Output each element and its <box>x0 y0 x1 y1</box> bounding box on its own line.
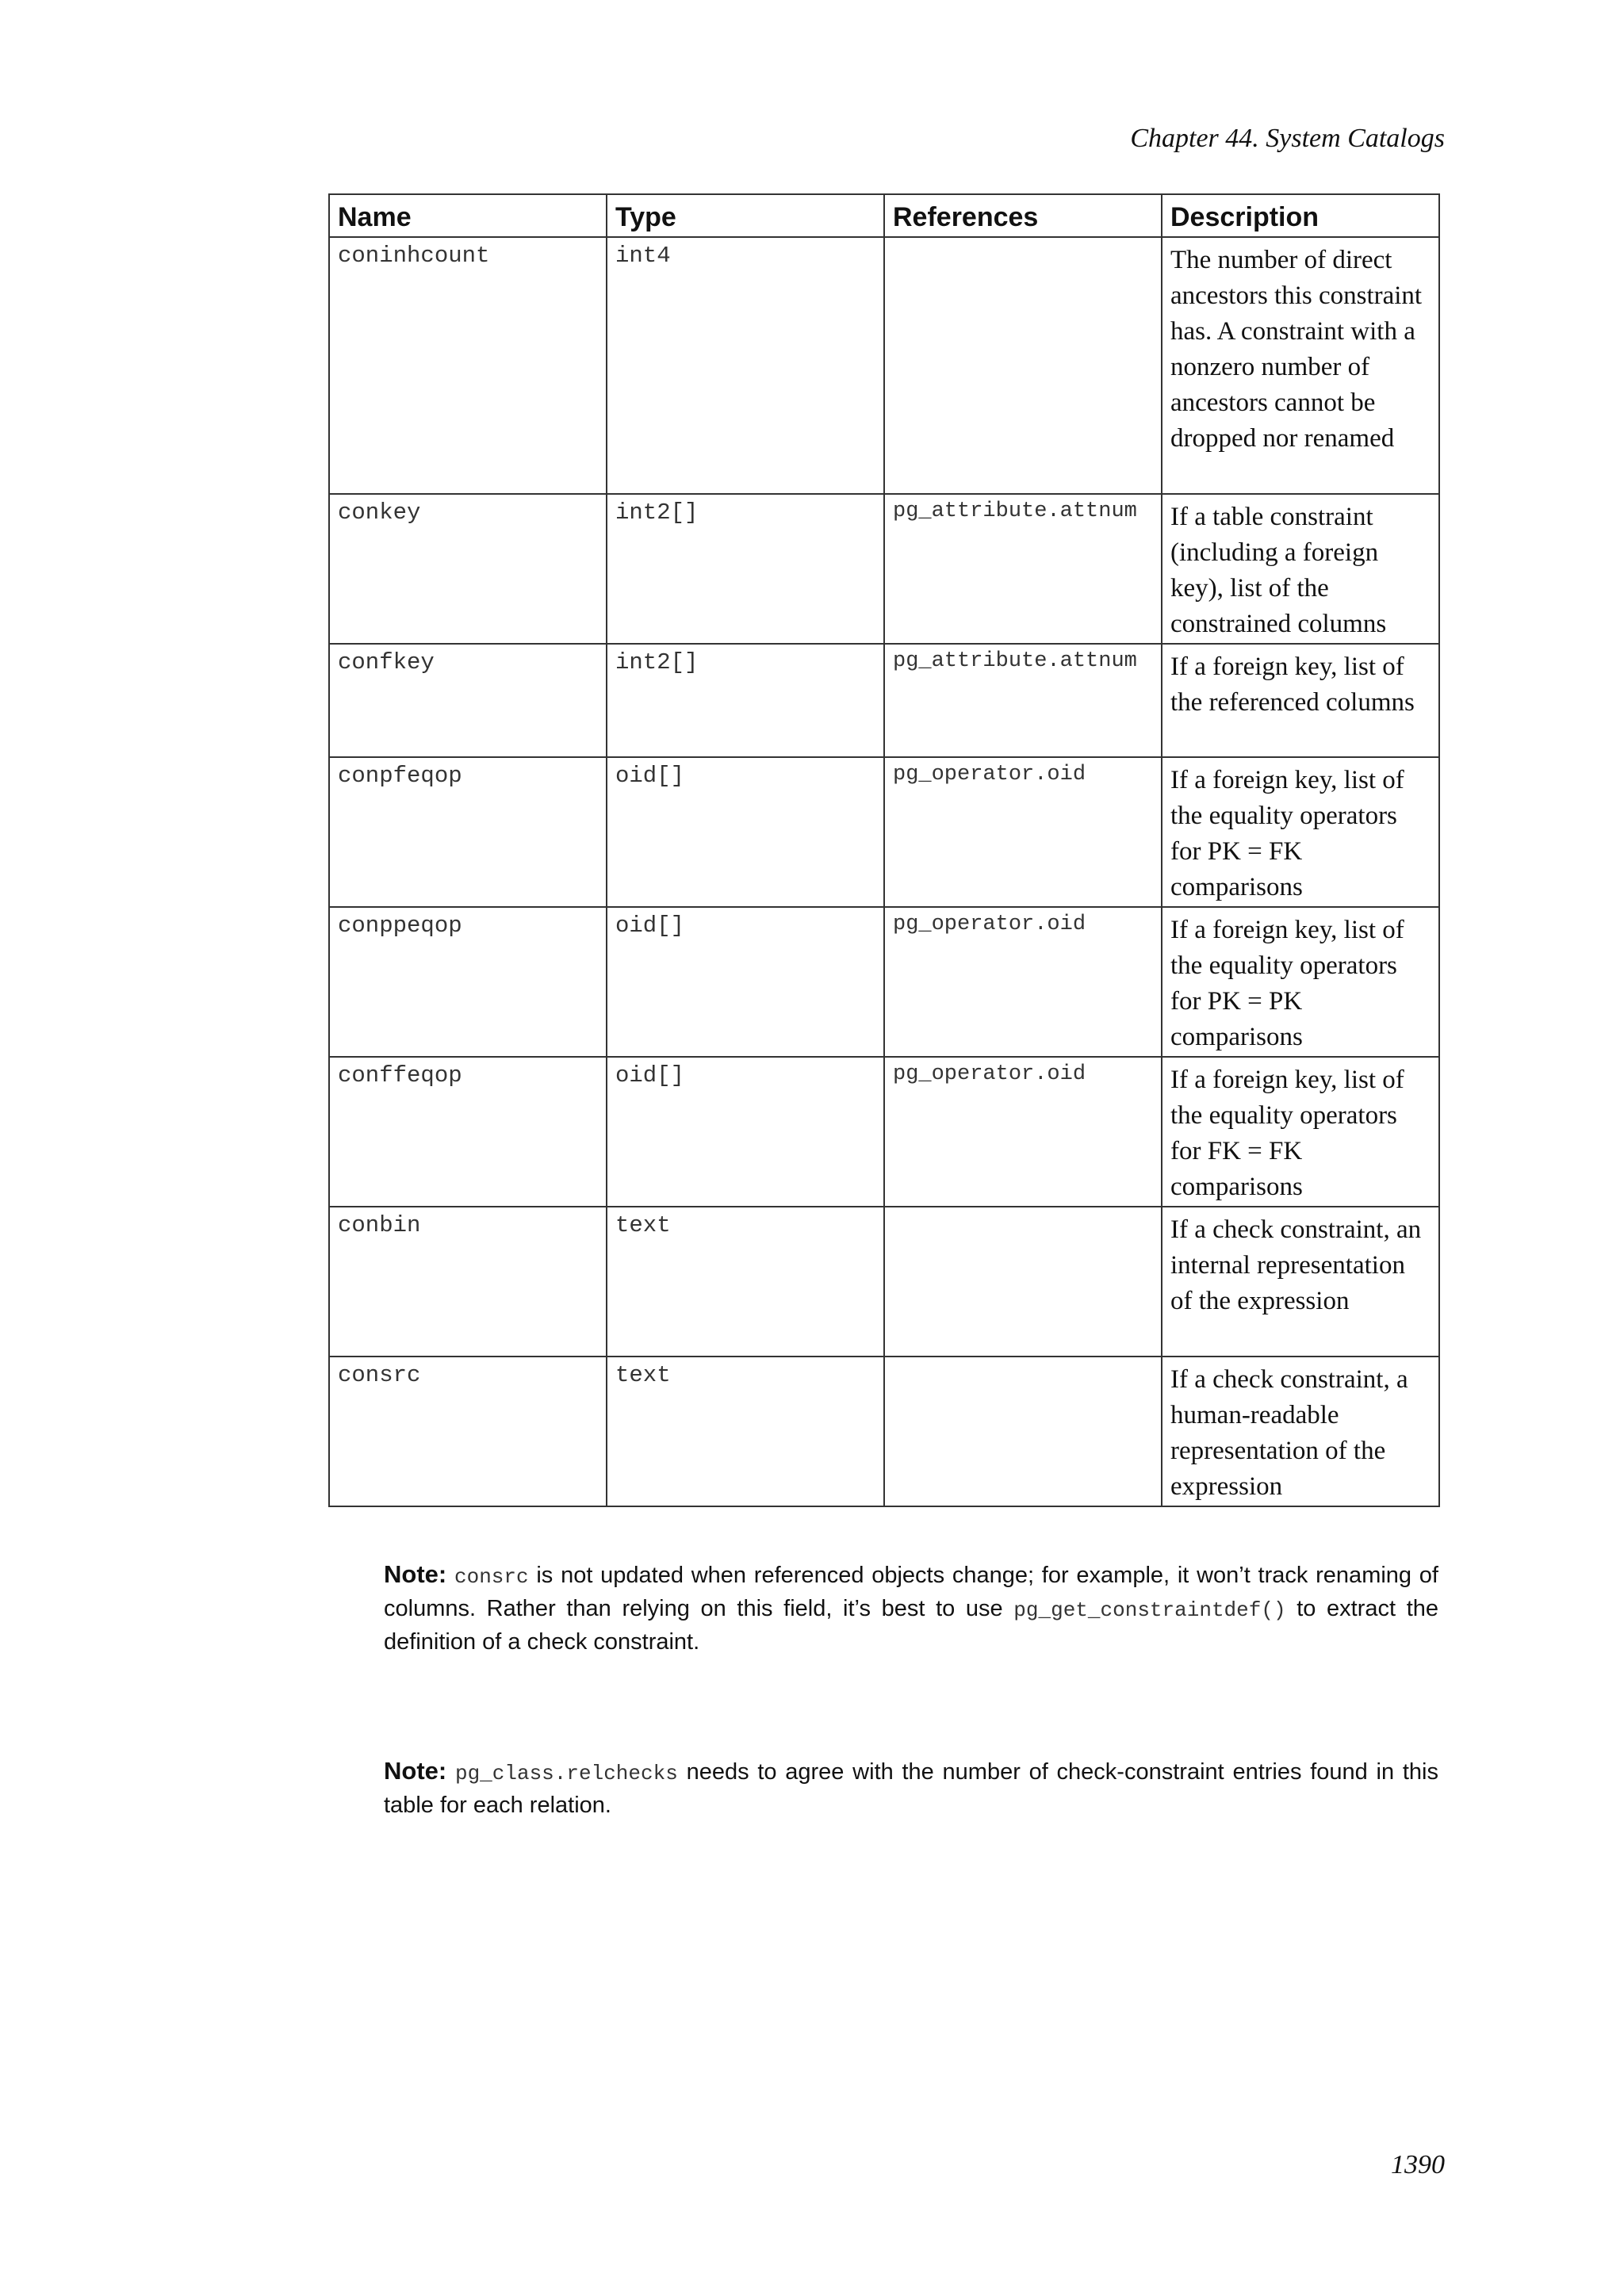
table-row <box>329 907 1439 1057</box>
cell-name: consrc <box>329 1357 607 1506</box>
cell-type: int2[] <box>607 644 884 757</box>
column-header-name: Name <box>329 194 607 237</box>
column-header-type: Type <box>607 194 884 237</box>
cell-references: pg_operator.oid <box>884 757 1162 907</box>
cell-type: text <box>607 1357 884 1506</box>
inline-code: pg_class.relchecks <box>454 1762 678 1785</box>
table-row <box>329 1207 1439 1357</box>
cell-references: pg_operator.oid <box>884 907 1162 1057</box>
cell-name: conbin <box>329 1207 607 1357</box>
cell-type: oid[] <box>607 1057 884 1207</box>
table-header-row <box>329 194 1439 237</box>
table-row <box>329 237 1439 494</box>
table-row <box>329 1057 1439 1207</box>
cell-name: coninhcount <box>329 237 607 494</box>
page-number: 1390 <box>1391 2150 1445 2179</box>
table-row <box>329 1357 1439 1506</box>
cell-description: If a foreign key, list of the equality operators for FK = FK comparisons <box>1162 1057 1439 1207</box>
cell-description: The number of direct ancestors this constraint has. A constraint with a nonzero number of ancestors cannot be dropped nor renamed <box>1162 237 1439 494</box>
cell-name: conpfeqop <box>329 757 607 907</box>
note-text: is not updated when referenced objects change; for example, it won’t track renaming of columns. Rather than relying on this field, it’s best to use <box>384 1563 1438 1621</box>
note-relchecks <box>384 1755 1438 1821</box>
cell-references: pg_attribute.attnum <box>884 644 1162 757</box>
cell-references: pg_operator.oid <box>884 1057 1162 1207</box>
cell-name: conffeqop <box>329 1057 607 1207</box>
cell-type: oid[] <box>607 907 884 1057</box>
column-header-description: Description <box>1162 194 1439 237</box>
chapter-header: Chapter 44. System Catalogs <box>1130 124 1445 153</box>
table-row <box>329 494 1439 644</box>
cell-description: If a check constraint, an internal representation of the expression <box>1162 1207 1439 1357</box>
table-row <box>329 644 1439 757</box>
catalog-table <box>328 193 1440 1507</box>
cell-type: text <box>607 1207 884 1357</box>
cell-type: int2[] <box>607 494 884 644</box>
column-header-references: References <box>884 194 1162 237</box>
note-label: Note: <box>384 1757 447 1785</box>
note-label: Note: <box>384 1560 447 1588</box>
cell-name: conppeqop <box>329 907 607 1057</box>
cell-description: If a check constraint, a human-readable representation of the expression <box>1162 1357 1439 1506</box>
cell-name: confkey <box>329 644 607 757</box>
cell-type: oid[] <box>607 757 884 907</box>
inline-code: pg_get_constraintdef() <box>1013 1598 1286 1622</box>
cell-references <box>884 1207 1162 1357</box>
cell-references <box>884 237 1162 494</box>
inline-code: consrc <box>454 1565 529 1589</box>
cell-references: pg_attribute.attnum <box>884 494 1162 644</box>
note-consrc <box>384 1559 1438 1658</box>
cell-description: If a table constraint (including a foreign key), list of the constrained columns <box>1162 494 1439 644</box>
note-text: to extract the definition of a check constraint. <box>384 1596 1439 1655</box>
cell-description: If a foreign key, list of the equality operators for PK = FK comparisons <box>1162 757 1439 907</box>
table-row <box>329 757 1439 907</box>
cell-references <box>884 1357 1162 1506</box>
cell-type: int4 <box>607 237 884 494</box>
cell-description: If a foreign key, list of the referenced columns <box>1162 644 1439 757</box>
cell-description: If a foreign key, list of the equality operators for PK = PK comparisons <box>1162 907 1439 1057</box>
cell-name: conkey <box>329 494 607 644</box>
note-text: needs to agree with the number of check-constraint entries found in this table for each relation. <box>384 1759 1438 1818</box>
